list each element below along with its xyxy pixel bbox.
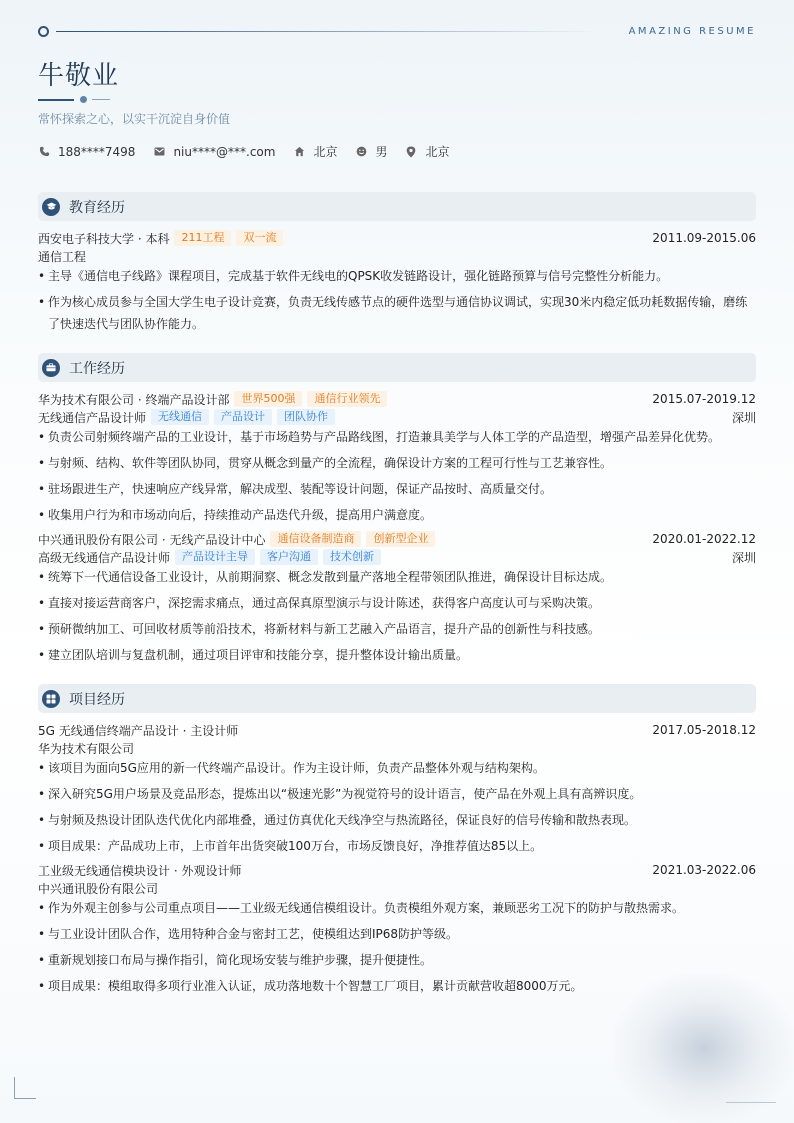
job-bullet: • 统筹下一代通信设备工业设计，从前期洞察、概念发散到量产落地全程带领团队推进，确保设计目标达成。 xyxy=(38,566,756,588)
project-period: 2021.03-2022.06 xyxy=(652,863,756,877)
project-bullet: • 项目成果：模组取得多项行业准入认证，成功落地数十个智慧工厂项目，累计贡献营收超8000万元。 xyxy=(38,975,756,997)
project-bullet: • 与工业设计团队合作，选用特种合金与密封工艺，使模组达到IP68防护等级。 xyxy=(38,923,756,945)
school-name: 西安电子科技大学 · 本科 xyxy=(38,231,170,246)
brand-label: AMAZING RESUME xyxy=(628,26,756,37)
job-period: 2020.01-2022.12 xyxy=(652,532,756,546)
gender-value: 男 xyxy=(375,145,388,159)
contact-hometown xyxy=(293,143,337,160)
project-org-row xyxy=(38,739,756,757)
education-bullet-continued: 了快速迭代与团队协作能力。 xyxy=(48,317,205,331)
job-bullet: • 与射频、结构、软件等团队协同，贯穿从概念到量产的全流程，确保设计方案的工程可行性与工艺兼容性。 xyxy=(38,452,756,474)
contact-location xyxy=(405,143,449,160)
location-value: 北京 xyxy=(425,145,450,159)
job-bullet: • 直接对接运营商客户，深挖需求痛点，通过高保真原型演示与设计陈述，获得客户高度认可与采购决策。 xyxy=(38,592,756,614)
skill-tag: 产品设计主导 xyxy=(175,549,255,565)
school-tag: 211工程 xyxy=(174,230,231,246)
job-city: 深圳 xyxy=(731,410,756,425)
job-bullet: • 建立团队培训与复盘机制，通过项目评审和技能分享，提升整体设计输出质量。 xyxy=(38,644,756,666)
contact-phone xyxy=(38,143,135,160)
email-address: niu****@***.com xyxy=(173,144,276,159)
corner-bracket-decoration xyxy=(14,1077,36,1099)
project-bullet: • 重新规划接口布局与操作指引，简化现场安装与维护步骤，提升便捷性。 xyxy=(38,949,756,971)
project-bullet: • 作为外观主创参与公司重点项目——工业级无线通信模组设计。负责模组外观方案，兼顾恶劣工况下的防护与散热需求。 xyxy=(38,897,756,919)
project-org: 华为技术有限公司 xyxy=(38,741,135,756)
job-bullet: • 收集用户行为和市场动向后，持续推动产品迭代升级，提高用户满意度。 xyxy=(38,504,756,526)
corner-line-decoration xyxy=(726,1102,776,1103)
section-title: 项目经历 xyxy=(69,691,125,708)
home-icon xyxy=(293,146,305,158)
phone-number: 188****7498 xyxy=(58,144,136,159)
project-org-row xyxy=(38,879,756,897)
grid-icon xyxy=(42,690,60,708)
candidate-name: 牛敬业 xyxy=(38,61,120,91)
graduation-cap-icon xyxy=(42,198,60,216)
section-title: 教育经历 xyxy=(69,199,125,216)
location-pin-icon xyxy=(405,146,417,158)
project-period: 2017.05-2018.12 xyxy=(652,723,756,737)
section-title: 工作经历 xyxy=(69,360,125,377)
education-bullet: • 作为核心成员参与全国大学生电子设计竞赛，负责无线传感节点的硬件选型与通信协议调试，实现30米内稳定低功耗数据传输，磨练 xyxy=(38,291,756,313)
project-bullet: • 深入研究5G用户场景及竞品形态，提炼出以“极速光影”为视觉符号的设计语言，使产品在外观上具有高辨识度。 xyxy=(38,783,756,805)
contact-email xyxy=(153,143,275,160)
project-title: 工业级无线通信模块设计 · 外观设计师 xyxy=(38,863,242,878)
company-tag: 通信行业领先 xyxy=(307,391,387,407)
education-period: 2011.09-2015.06 xyxy=(652,231,756,245)
education-bullet: • 主导《通信电子线路》课程项目，完成基于软件无线电的QPSK收发链路设计，强化链路预算与信号完整性分析能力。 xyxy=(38,265,756,287)
job-bullet: • 预研微纳加工、可回收材质等前沿技术，将新材料与新工艺融入产品语言，提升产品的创新性与科技感。 xyxy=(38,618,756,640)
job-bullet: • 负责公司射频终端产品的工业设计，基于市场趋势与产品路线图，打造兼具美学与人体工学的产品造型，增强产品差异化优势。 xyxy=(38,426,756,448)
ring-icon xyxy=(38,26,49,37)
skill-tag: 客户沟通 xyxy=(260,549,318,565)
job-city: 深圳 xyxy=(731,550,756,565)
phone-icon xyxy=(38,146,50,158)
project-title: 5G 无线通信终端产品设计 · 主设计师 xyxy=(38,723,239,738)
briefcase-icon xyxy=(42,359,60,377)
smiley-icon xyxy=(355,146,367,158)
contact-gender xyxy=(355,143,387,160)
job-header-row xyxy=(38,390,756,408)
section-header-education xyxy=(38,192,756,221)
skill-tag: 团队协作 xyxy=(277,409,335,425)
skill-tag: 产品设计 xyxy=(214,409,272,425)
company-name: 华为技术有限公司 · 终端产品设计部 xyxy=(38,392,230,407)
job-role-row xyxy=(38,408,756,426)
contact-bar xyxy=(38,143,468,160)
job-period: 2015.07-2019.12 xyxy=(652,392,756,406)
mail-icon xyxy=(153,146,165,158)
project-bullet: • 项目成果：产品成功上市，上市首年出货突破100万台，市场反馈良好，净推荐值达85以上。 xyxy=(38,835,756,857)
company-tag: 通信设备制造商 xyxy=(270,531,361,547)
education-header-row xyxy=(38,229,756,247)
project-header-row xyxy=(38,861,756,879)
project-org: 中兴通讯股份有限公司 xyxy=(38,881,159,896)
section-header-projects xyxy=(38,684,756,713)
skill-tag: 技术创新 xyxy=(323,549,381,565)
job-role-row xyxy=(38,548,756,566)
project-header-row xyxy=(38,721,756,739)
company-name: 中兴通讯股份有限公司 · 无线产品设计中心 xyxy=(38,532,266,547)
job-role: 高级无线通信产品设计师 xyxy=(38,550,171,565)
company-tag: 创新型企业 xyxy=(366,531,435,547)
job-header-row xyxy=(38,530,756,548)
school-tag: 双一流 xyxy=(236,230,283,246)
name-underline-decoration xyxy=(38,96,118,104)
major: 通信工程 xyxy=(38,249,87,264)
job-role: 无线通信产品设计师 xyxy=(38,410,147,425)
project-bullet: • 该项目为面向5G应用的新一代终端产品设计。作为主设计师，负责产品整体外观与结构架构。 xyxy=(38,757,756,779)
job-bullet: • 驻场跟进生产，快速响应产线异常，解决成型、装配等设计问题，保证产品按时、高质量交付。 xyxy=(38,478,756,500)
skill-tag: 无线通信 xyxy=(151,409,209,425)
education-major-row xyxy=(38,247,756,265)
project-bullet: • 与射频及热设计团队迭代优化内部堆叠，通过仿真优化天线净空与热流路径，保证良好的信号传输和散热表现。 xyxy=(38,809,756,831)
top-divider xyxy=(56,31,596,32)
top-bar xyxy=(38,26,756,38)
hometown-value: 北京 xyxy=(313,145,338,159)
section-header-work xyxy=(38,353,756,382)
company-tag: 世界500强 xyxy=(234,391,302,407)
motto: 常怀探索之心，以实干沉淀自身价值 xyxy=(38,112,231,126)
